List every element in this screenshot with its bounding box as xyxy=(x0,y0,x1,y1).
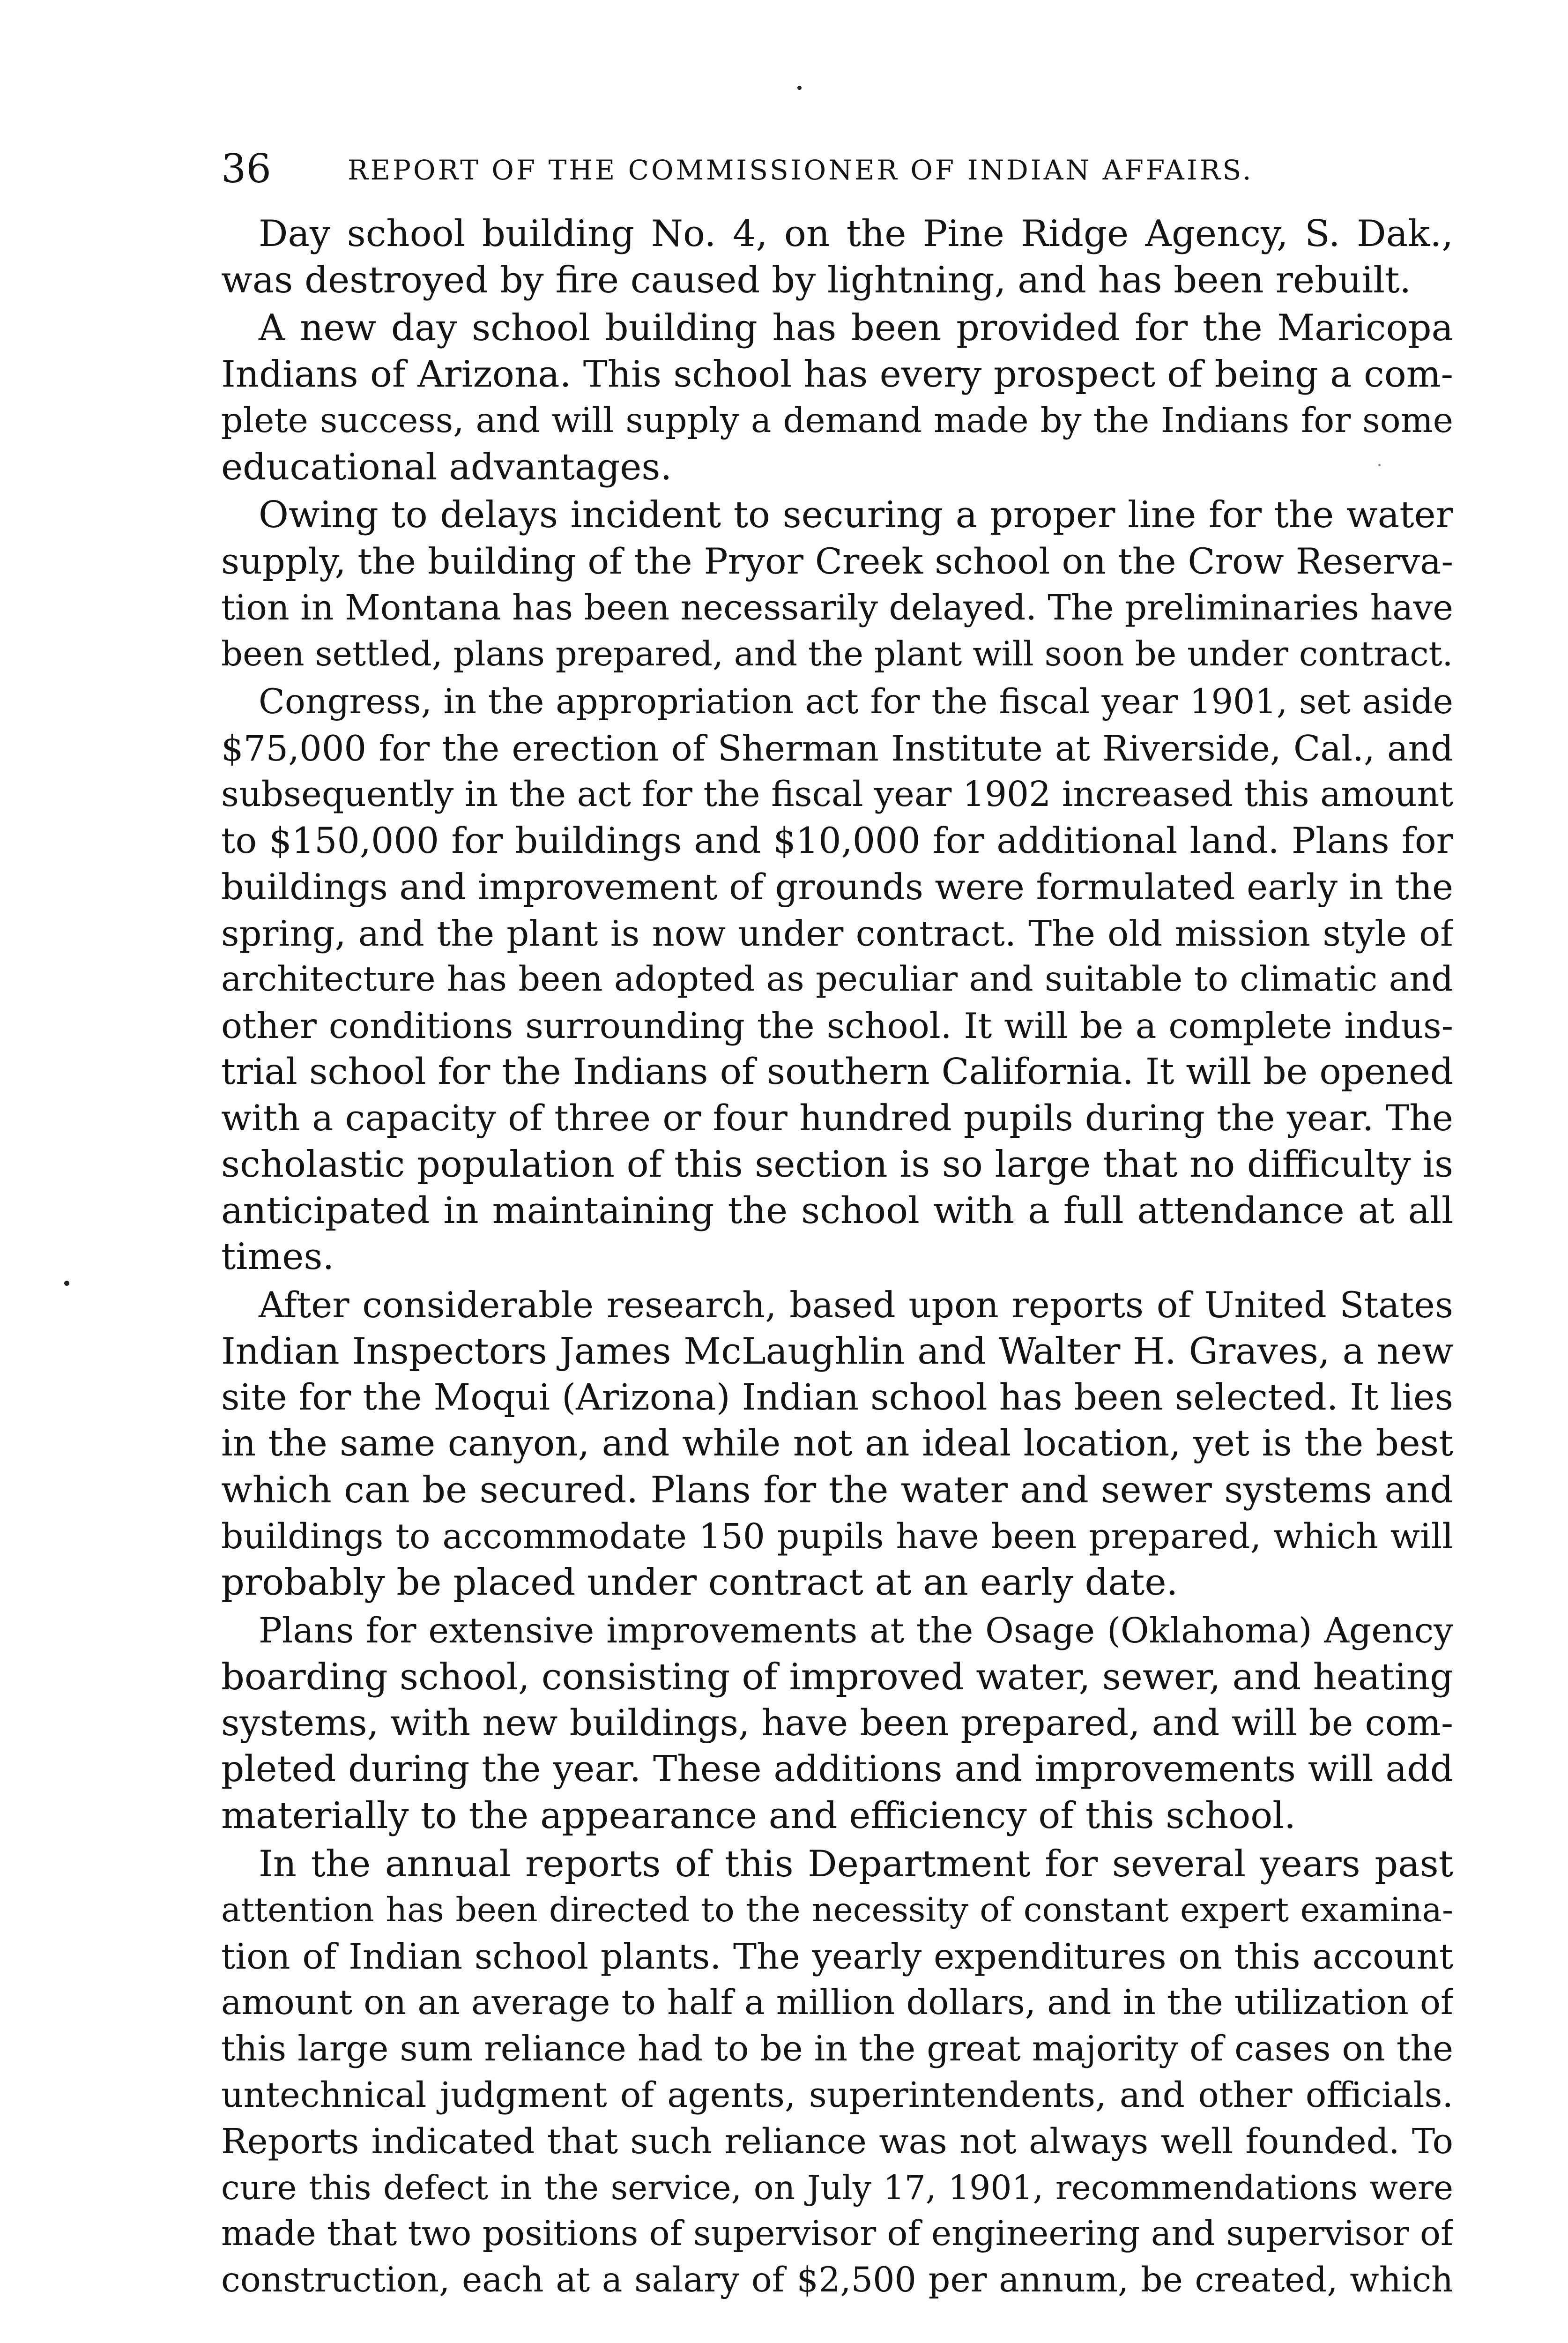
text-line: supply, the building of the Pryor Creek school on the Crow Reserva- xyxy=(221,540,1453,582)
text-line: buildings and improvement of grounds were formulated early in the xyxy=(221,866,1453,908)
paragraph xyxy=(221,305,1453,490)
text-line: tion in Montana has been necessarily delayed. The preliminaries have xyxy=(221,587,1453,628)
body-text xyxy=(221,211,1453,2320)
text-line: plete success, and will supply a demand made by the Indians for some xyxy=(221,400,1453,440)
text-line: amount on an average to half a million dollars, and in the utilization of xyxy=(221,1982,1453,2022)
text-line: other conditions surrounding the school. It will be a complete indus- xyxy=(221,1005,1453,1046)
text-line: A new day school building has been provided for the Maricopa xyxy=(259,307,1453,350)
text-line: with a capacity of three or four hundred pupils during the year. The xyxy=(221,1097,1453,1139)
text-line: cure this defect in the service, on July 17, 1901, recommendations were xyxy=(221,2168,1453,2207)
text-line: systems, with new buildings, have been prepared, and will be com- xyxy=(221,1702,1453,1744)
text-line: tion of Indian school plants. The yearly expenditures on this account xyxy=(221,1936,1453,1977)
scan-speck xyxy=(1378,464,1381,466)
paragraph xyxy=(221,679,1453,1280)
text-line: untechnical judgment of agents, superintendents, and other officials. xyxy=(221,2075,1453,2116)
text-line: Owing to delays incident to securing a proper line for the water xyxy=(259,494,1453,537)
text-line: scholastic population of this section is so large that no difficulty is xyxy=(221,1143,1453,1186)
text-line: After considerable research, based upon reports of United States xyxy=(259,1284,1453,1326)
page-header xyxy=(221,141,1453,197)
text-line: buildings to accommodate 150 pupils have been prepared, which will xyxy=(221,1516,1453,1557)
text-line: trial school for the Indians of southern California. It will be opened xyxy=(221,1051,1453,1093)
text-line: Reports indicated that such reliance was not always well founded. To xyxy=(221,2121,1453,2162)
text-line: Indians of Arizona. This school has every prospect of being a com- xyxy=(221,353,1453,396)
text-line: site for the Moqui (Arizona) Indian school has been selected. It lies xyxy=(221,1376,1453,1418)
text-line: pleted during the year. These additions and improvements will add xyxy=(221,1748,1453,1791)
text-line: boarding school, consisting of improved water, sewer, and heating xyxy=(221,1656,1453,1698)
text-line: in the same canyon, and while not an ideal location, yet is the best xyxy=(221,1423,1453,1465)
text-line: Day school building No. 4, on the Pine Ridge Agency, S. Dak., xyxy=(259,213,1453,255)
text-line: times. xyxy=(221,1236,334,1278)
text-line: which can be secured. Plans for the water and sewer systems and xyxy=(221,1469,1453,1511)
text-line: construction, each at a salary of $2,500 per annum, be created, which xyxy=(221,2260,1453,2300)
paragraph xyxy=(221,492,1453,677)
text-line: educational advantages. xyxy=(221,446,672,488)
text-line: made that two positions of supervisor of engineering and supervisor of xyxy=(221,2214,1453,2254)
page-number: 36 xyxy=(221,146,271,192)
paragraph xyxy=(221,1841,1453,2304)
scan-speck xyxy=(797,86,802,90)
text-line: Congress, in the appropriation act for the fiscal year 1901, set aside xyxy=(259,682,1453,722)
text-line: to $150,000 for buildings and $10,000 for additional land. Plans for xyxy=(221,820,1453,862)
text-line: Plans for extensive improvements at the Osage (Oklahoma) Agency xyxy=(259,1611,1453,1651)
text-line: $75,000 for the erection of Sherman Institute at Riverside, Cal., and xyxy=(221,727,1453,769)
text-line: anticipated in maintaining the school with a full attendance at all xyxy=(221,1189,1453,1232)
text-line: architecture has been adopted as peculiar and suitable to climatic and xyxy=(221,959,1453,1000)
running-title: REPORT OF THE COMMISSIONER OF INDIAN AFFAIRS. xyxy=(348,154,1254,186)
text-line: In the annual reports of this Department for several years past xyxy=(259,1843,1453,1885)
text-line: subsequently in the act for the fiscal year 1902 increased this amount xyxy=(221,774,1453,815)
scan-speck xyxy=(64,1281,69,1286)
text-line: spring, and the plant is now under contract. The old mission style of xyxy=(221,912,1453,954)
text-line: attention has been directed to the necessity of constant expert examina- xyxy=(221,1890,1453,1930)
text-line: probably be placed under contract at an early date. xyxy=(221,1561,1178,1604)
text-line: was destroyed by fire caused by lightning, and has been rebuilt. xyxy=(221,259,1412,301)
text-line: this large sum reliance had to be in the great majority of cases on the xyxy=(221,2029,1453,2069)
text-line: Indian Inspectors James McLaughlin and Walter H. Graves, a new xyxy=(221,1330,1453,1373)
text-line: been settled, plans prepared, and the plant will soon be under contract. xyxy=(221,634,1453,674)
text-line: materially to the appearance and efficiency of this school. xyxy=(221,1794,1296,1837)
paragraph xyxy=(221,1608,1453,1839)
paragraph xyxy=(221,1282,1453,1606)
paragraph xyxy=(221,211,1453,303)
